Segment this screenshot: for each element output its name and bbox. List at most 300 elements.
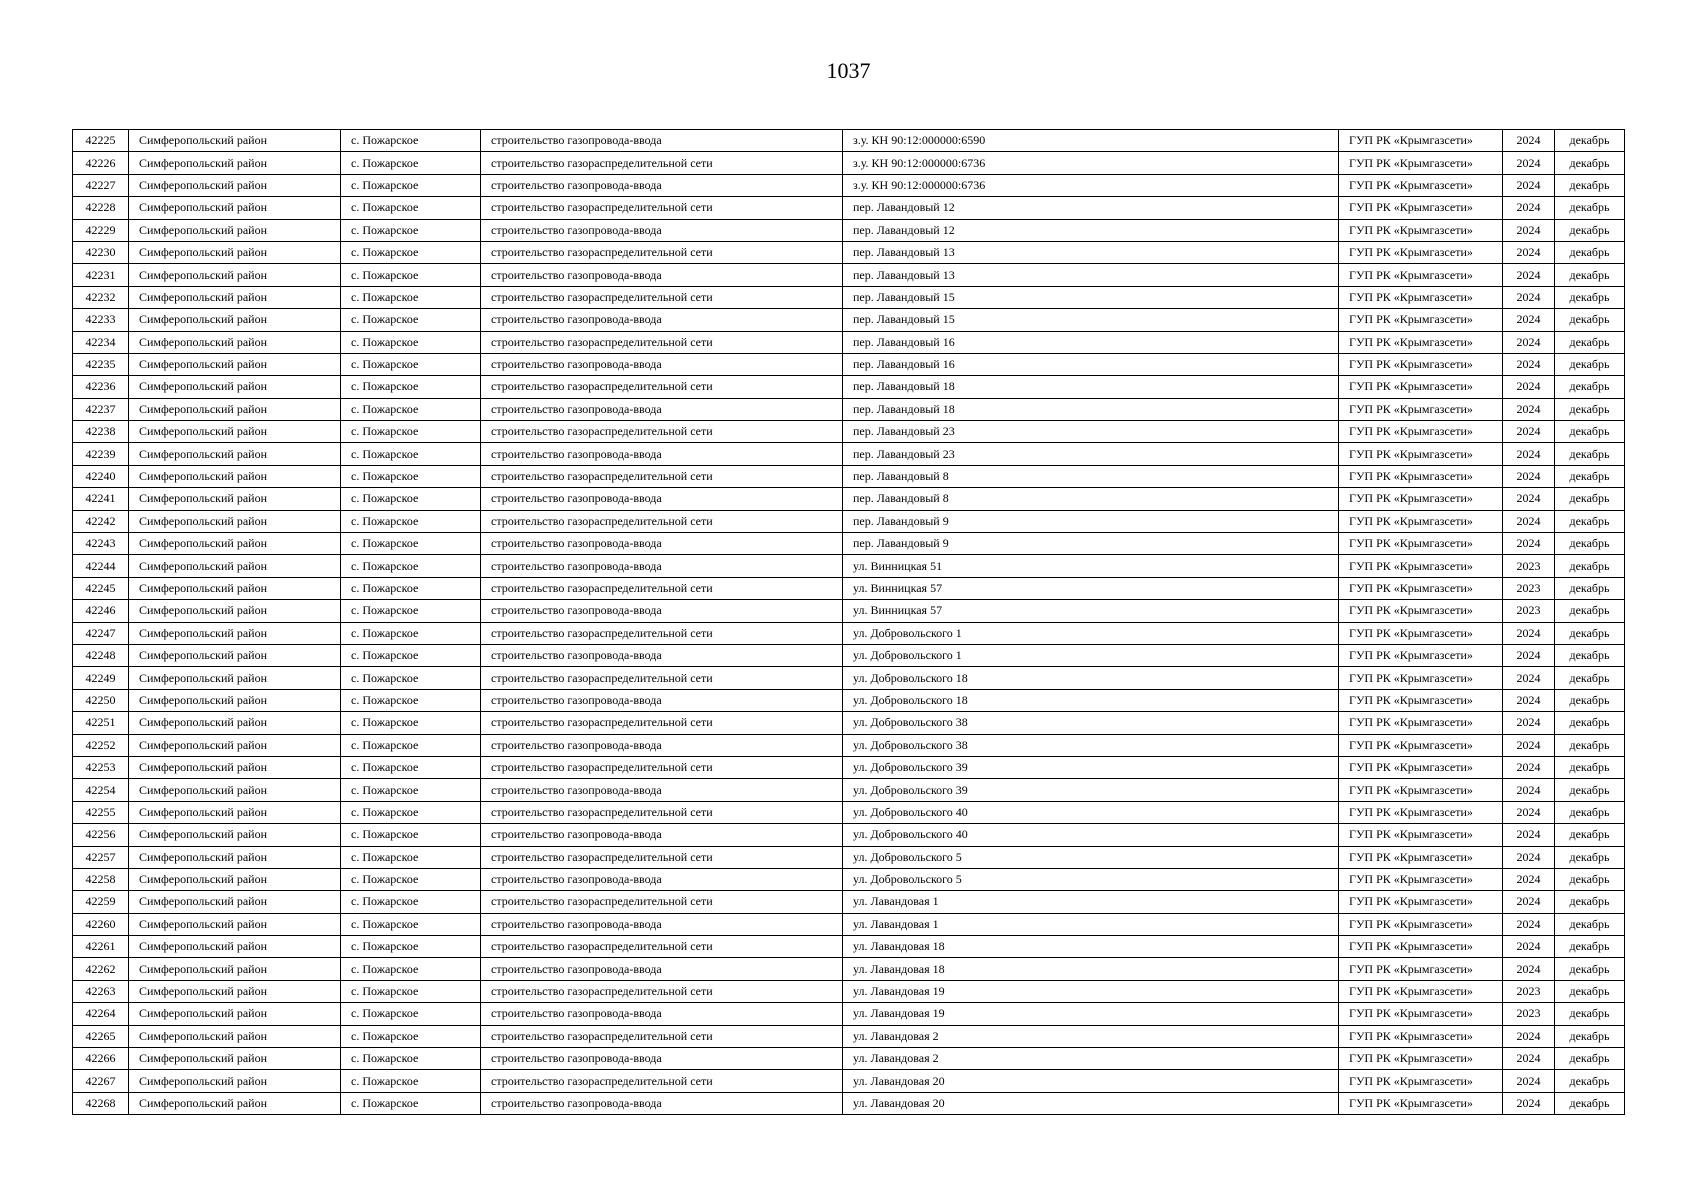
address-cell: ул. Добровольского 5 [843, 868, 1339, 890]
address-cell: ул. Лавандовая 19 [843, 980, 1339, 1002]
record-number-cell: 42240 [73, 465, 129, 487]
organization-cell: ГУП РК «Крымгазсети» [1339, 980, 1503, 1002]
record-number-cell: 42229 [73, 219, 129, 241]
settlement-cell: с. Пожарское [341, 801, 481, 823]
year-cell: 2023 [1503, 1003, 1555, 1025]
month-cell: декабрь [1555, 533, 1625, 555]
table-row [73, 913, 1625, 935]
address-cell: ул. Добровольского 18 [843, 667, 1339, 689]
month-cell: декабрь [1555, 689, 1625, 711]
district-cell: Симферопольский район [129, 1048, 341, 1070]
district-cell: Симферопольский район [129, 398, 341, 420]
year-cell: 2024 [1503, 734, 1555, 756]
table-row [73, 309, 1625, 331]
address-cell: з.у. КН 90:12:000000:6590 [843, 130, 1339, 152]
table-row [73, 488, 1625, 510]
record-number-cell: 42226 [73, 152, 129, 174]
record-number-cell: 42258 [73, 868, 129, 890]
table-row [73, 734, 1625, 756]
organization-cell: ГУП РК «Крымгазсети» [1339, 309, 1503, 331]
record-number-cell: 42250 [73, 689, 129, 711]
record-number-cell: 42233 [73, 309, 129, 331]
organization-cell: ГУП РК «Крымгазсети» [1339, 533, 1503, 555]
month-cell: декабрь [1555, 1025, 1625, 1047]
address-cell: пер. Лавандовый 16 [843, 331, 1339, 353]
work-type-cell: строительство газопровода-ввода [481, 264, 843, 286]
table-row [73, 376, 1625, 398]
table-row [73, 622, 1625, 644]
month-cell: декабрь [1555, 936, 1625, 958]
record-number-cell: 42232 [73, 286, 129, 308]
month-cell: декабрь [1555, 219, 1625, 241]
address-cell: з.у. КН 90:12:000000:6736 [843, 152, 1339, 174]
district-cell: Симферопольский район [129, 286, 341, 308]
work-type-cell: строительство газораспределительной сети [481, 510, 843, 532]
address-cell: ул. Лавандовая 19 [843, 1003, 1339, 1025]
year-cell: 2024 [1503, 421, 1555, 443]
year-cell: 2024 [1503, 353, 1555, 375]
month-cell: декабрь [1555, 241, 1625, 263]
district-cell: Симферопольский район [129, 197, 341, 219]
month-cell: декабрь [1555, 712, 1625, 734]
organization-cell: ГУП РК «Крымгазсети» [1339, 241, 1503, 263]
record-number-cell: 42231 [73, 264, 129, 286]
organization-cell: ГУП РК «Крымгазсети» [1339, 174, 1503, 196]
work-type-cell: строительство газораспределительной сети [481, 712, 843, 734]
organization-cell: ГУП РК «Крымгазсети» [1339, 286, 1503, 308]
month-cell: декабрь [1555, 779, 1625, 801]
settlement-cell: с. Пожарское [341, 577, 481, 599]
organization-cell: ГУП РК «Крымгазсети» [1339, 734, 1503, 756]
settlement-cell: с. Пожарское [341, 130, 481, 152]
work-type-cell: строительство газораспределительной сети [481, 197, 843, 219]
year-cell: 2024 [1503, 1070, 1555, 1092]
organization-cell: ГУП РК «Крымгазсети» [1339, 644, 1503, 666]
year-cell: 2023 [1503, 980, 1555, 1002]
record-number-cell: 42263 [73, 980, 129, 1002]
district-cell: Симферопольский район [129, 219, 341, 241]
table-row [73, 846, 1625, 868]
year-cell: 2024 [1503, 241, 1555, 263]
record-number-cell: 42228 [73, 197, 129, 219]
address-cell: пер. Лавандовый 13 [843, 241, 1339, 263]
address-cell: ул. Лавандовая 20 [843, 1070, 1339, 1092]
month-cell: декабрь [1555, 644, 1625, 666]
table-row [73, 1048, 1625, 1070]
month-cell: декабрь [1555, 891, 1625, 913]
record-number-cell: 42243 [73, 533, 129, 555]
district-cell: Симферопольский район [129, 376, 341, 398]
district-cell: Симферопольский район [129, 510, 341, 532]
month-cell: декабрь [1555, 756, 1625, 778]
settlement-cell: с. Пожарское [341, 421, 481, 443]
district-cell: Симферопольский район [129, 913, 341, 935]
organization-cell: ГУП РК «Крымгазсети» [1339, 667, 1503, 689]
organization-cell: ГУП РК «Крымгазсети» [1339, 600, 1503, 622]
table-row [73, 756, 1625, 778]
month-cell: декабрь [1555, 1048, 1625, 1070]
month-cell: декабрь [1555, 868, 1625, 890]
work-type-cell: строительство газопровода-ввода [481, 689, 843, 711]
work-type-cell: строительство газораспределительной сети [481, 936, 843, 958]
table-row [73, 577, 1625, 599]
work-type-cell: строительство газораспределительной сети [481, 152, 843, 174]
work-type-cell: строительство газопровода-ввода [481, 600, 843, 622]
settlement-cell: с. Пожарское [341, 1048, 481, 1070]
address-cell: пер. Лавандовый 13 [843, 264, 1339, 286]
month-cell: декабрь [1555, 622, 1625, 644]
address-cell: пер. Лавандовый 12 [843, 197, 1339, 219]
work-type-cell: строительство газораспределительной сети [481, 891, 843, 913]
settlement-cell: с. Пожарское [341, 958, 481, 980]
year-cell: 2024 [1503, 286, 1555, 308]
settlement-cell: с. Пожарское [341, 824, 481, 846]
address-cell: ул. Добровольского 1 [843, 644, 1339, 666]
organization-cell: ГУП РК «Крымгазсети» [1339, 219, 1503, 241]
work-type-cell: строительство газораспределительной сети [481, 622, 843, 644]
settlement-cell: с. Пожарское [341, 689, 481, 711]
organization-cell: ГУП РК «Крымгазсети» [1339, 689, 1503, 711]
year-cell: 2024 [1503, 174, 1555, 196]
year-cell: 2024 [1503, 1092, 1555, 1114]
record-number-cell: 42253 [73, 756, 129, 778]
table-row [73, 421, 1625, 443]
work-type-cell: строительство газораспределительной сети [481, 286, 843, 308]
month-cell: декабрь [1555, 510, 1625, 532]
table-row [73, 712, 1625, 734]
organization-cell: ГУП РК «Крымгазсети» [1339, 1092, 1503, 1114]
work-type-cell: строительство газораспределительной сети [481, 667, 843, 689]
district-cell: Симферопольский район [129, 980, 341, 1002]
record-number-cell: 42251 [73, 712, 129, 734]
table-row [73, 152, 1625, 174]
address-cell: пер. Лавандовый 8 [843, 465, 1339, 487]
month-cell: декабрь [1555, 824, 1625, 846]
settlement-cell: с. Пожарское [341, 510, 481, 532]
year-cell: 2024 [1503, 533, 1555, 555]
year-cell: 2024 [1503, 689, 1555, 711]
table-row [73, 241, 1625, 263]
settlement-cell: с. Пожарское [341, 600, 481, 622]
district-cell: Симферопольский район [129, 846, 341, 868]
work-type-cell: строительство газопровода-ввода [481, 779, 843, 801]
record-number-cell: 42255 [73, 801, 129, 823]
year-cell: 2024 [1503, 1048, 1555, 1070]
settlement-cell: с. Пожарское [341, 488, 481, 510]
table-row [73, 689, 1625, 711]
month-cell: декабрь [1555, 264, 1625, 286]
year-cell: 2024 [1503, 264, 1555, 286]
work-type-cell: строительство газопровода-ввода [481, 443, 843, 465]
settlement-cell: с. Пожарское [341, 376, 481, 398]
work-type-cell: строительство газопровода-ввода [481, 488, 843, 510]
organization-cell: ГУП РК «Крымгазсети» [1339, 779, 1503, 801]
work-type-cell: строительство газопровода-ввода [481, 1048, 843, 1070]
record-number-cell: 42262 [73, 958, 129, 980]
district-cell: Симферопольский район [129, 577, 341, 599]
month-cell: декабрь [1555, 197, 1625, 219]
district-cell: Симферопольский район [129, 644, 341, 666]
table-row [73, 958, 1625, 980]
settlement-cell: с. Пожарское [341, 331, 481, 353]
district-cell: Симферопольский район [129, 174, 341, 196]
work-type-cell: строительство газораспределительной сети [481, 421, 843, 443]
work-type-cell: строительство газопровода-ввода [481, 130, 843, 152]
district-cell: Симферопольский район [129, 936, 341, 958]
year-cell: 2024 [1503, 1025, 1555, 1047]
year-cell: 2024 [1503, 197, 1555, 219]
record-number-cell: 42246 [73, 600, 129, 622]
work-type-cell: строительство газораспределительной сети [481, 1025, 843, 1047]
month-cell: декабрь [1555, 734, 1625, 756]
table-row [73, 174, 1625, 196]
month-cell: декабрь [1555, 130, 1625, 152]
table-row [73, 197, 1625, 219]
year-cell: 2024 [1503, 622, 1555, 644]
table-row [73, 891, 1625, 913]
work-type-cell: строительство газопровода-ввода [481, 555, 843, 577]
district-cell: Симферопольский район [129, 824, 341, 846]
year-cell: 2024 [1503, 891, 1555, 913]
district-cell: Симферопольский район [129, 1003, 341, 1025]
record-number-cell: 42249 [73, 667, 129, 689]
record-number-cell: 42237 [73, 398, 129, 420]
address-cell: пер. Лавандовый 9 [843, 510, 1339, 532]
table-row [73, 1092, 1625, 1114]
record-number-cell: 42236 [73, 376, 129, 398]
organization-cell: ГУП РК «Крымгазсети» [1339, 376, 1503, 398]
year-cell: 2023 [1503, 555, 1555, 577]
month-cell: декабрь [1555, 958, 1625, 980]
registry-table [72, 129, 1625, 1115]
work-type-cell: строительство газопровода-ввода [481, 824, 843, 846]
district-cell: Симферопольский район [129, 801, 341, 823]
address-cell: ул. Лавандовая 18 [843, 958, 1339, 980]
table-row [73, 264, 1625, 286]
page-number: 1037 [826, 58, 871, 83]
settlement-cell: с. Пожарское [341, 1003, 481, 1025]
table-row [73, 980, 1625, 1002]
district-cell: Симферопольский район [129, 353, 341, 375]
district-cell: Симферопольский район [129, 667, 341, 689]
work-type-cell: строительство газораспределительной сети [481, 980, 843, 1002]
month-cell: декабрь [1555, 443, 1625, 465]
settlement-cell: с. Пожарское [341, 756, 481, 778]
month-cell: декабрь [1555, 152, 1625, 174]
settlement-cell: с. Пожарское [341, 734, 481, 756]
address-cell: ул. Добровольского 1 [843, 622, 1339, 644]
registry-body [73, 130, 1625, 1115]
month-cell: декабрь [1555, 398, 1625, 420]
year-cell: 2024 [1503, 644, 1555, 666]
settlement-cell: с. Пожарское [341, 846, 481, 868]
district-cell: Симферопольский район [129, 152, 341, 174]
organization-cell: ГУП РК «Крымгазсети» [1339, 622, 1503, 644]
address-cell: пер. Лавандовый 18 [843, 376, 1339, 398]
month-cell: декабрь [1555, 980, 1625, 1002]
record-number-cell: 42241 [73, 488, 129, 510]
year-cell: 2024 [1503, 936, 1555, 958]
table-row [73, 868, 1625, 890]
table-row [73, 600, 1625, 622]
address-cell: ул. Винницкая 57 [843, 577, 1339, 599]
organization-cell: ГУП РК «Крымгазсети» [1339, 264, 1503, 286]
work-type-cell: строительство газораспределительной сети [481, 241, 843, 263]
district-cell: Симферопольский район [129, 465, 341, 487]
organization-cell: ГУП РК «Крымгазсети» [1339, 555, 1503, 577]
work-type-cell: строительство газопровода-ввода [481, 734, 843, 756]
address-cell: ул. Добровольского 40 [843, 801, 1339, 823]
address-cell: ул. Лавандовая 2 [843, 1025, 1339, 1047]
month-cell: декабрь [1555, 1092, 1625, 1114]
settlement-cell: с. Пожарское [341, 286, 481, 308]
record-number-cell: 42248 [73, 644, 129, 666]
organization-cell: ГУП РК «Крымгазсети» [1339, 488, 1503, 510]
work-type-cell: строительство газораспределительной сети [481, 331, 843, 353]
organization-cell: ГУП РК «Крымгазсети» [1339, 868, 1503, 890]
settlement-cell: с. Пожарское [341, 644, 481, 666]
table-row [73, 533, 1625, 555]
district-cell: Симферопольский район [129, 1092, 341, 1114]
record-number-cell: 42245 [73, 577, 129, 599]
table-row [73, 465, 1625, 487]
table-row [73, 801, 1625, 823]
month-cell: декабрь [1555, 465, 1625, 487]
month-cell: декабрь [1555, 577, 1625, 599]
address-cell: ул. Добровольского 18 [843, 689, 1339, 711]
record-number-cell: 42257 [73, 846, 129, 868]
work-type-cell: строительство газопровода-ввода [481, 309, 843, 331]
settlement-cell: с. Пожарское [341, 197, 481, 219]
settlement-cell: с. Пожарское [341, 1025, 481, 1047]
month-cell: декабрь [1555, 286, 1625, 308]
settlement-cell: с. Пожарское [341, 353, 481, 375]
organization-cell: ГУП РК «Крымгазсети» [1339, 1025, 1503, 1047]
table-row [73, 555, 1625, 577]
year-cell: 2024 [1503, 443, 1555, 465]
address-cell: пер. Лавандовый 23 [843, 421, 1339, 443]
work-type-cell: строительство газопровода-ввода [481, 868, 843, 890]
district-cell: Симферопольский район [129, 891, 341, 913]
address-cell: ул. Винницкая 57 [843, 600, 1339, 622]
work-type-cell: строительство газопровода-ввода [481, 1092, 843, 1114]
work-type-cell: строительство газораспределительной сети [481, 465, 843, 487]
district-cell: Симферопольский район [129, 600, 341, 622]
address-cell: ул. Добровольского 38 [843, 734, 1339, 756]
district-cell: Симферопольский район [129, 555, 341, 577]
address-cell: пер. Лавандовый 23 [843, 443, 1339, 465]
organization-cell: ГУП РК «Крымгазсети» [1339, 398, 1503, 420]
table-row [73, 1070, 1625, 1092]
month-cell: декабрь [1555, 376, 1625, 398]
record-number-cell: 42261 [73, 936, 129, 958]
organization-cell: ГУП РК «Крымгазсети» [1339, 756, 1503, 778]
work-type-cell: строительство газораспределительной сети [481, 756, 843, 778]
year-cell: 2024 [1503, 846, 1555, 868]
work-type-cell: строительство газораспределительной сети [481, 801, 843, 823]
work-type-cell: строительство газопровода-ввода [481, 1003, 843, 1025]
record-number-cell: 42266 [73, 1048, 129, 1070]
record-number-cell: 42259 [73, 891, 129, 913]
settlement-cell: с. Пожарское [341, 398, 481, 420]
organization-cell: ГУП РК «Крымгазсети» [1339, 152, 1503, 174]
work-type-cell: строительство газораспределительной сети [481, 577, 843, 599]
record-number-cell: 42267 [73, 1070, 129, 1092]
settlement-cell: с. Пожарское [341, 533, 481, 555]
organization-cell: ГУП РК «Крымгазсети» [1339, 958, 1503, 980]
settlement-cell: с. Пожарское [341, 712, 481, 734]
month-cell: декабрь [1555, 488, 1625, 510]
district-cell: Симферопольский район [129, 689, 341, 711]
address-cell: пер. Лавандовый 8 [843, 488, 1339, 510]
table-row [73, 779, 1625, 801]
record-number-cell: 42239 [73, 443, 129, 465]
address-cell: пер. Лавандовый 18 [843, 398, 1339, 420]
work-type-cell: строительство газопровода-ввода [481, 219, 843, 241]
year-cell: 2024 [1503, 488, 1555, 510]
work-type-cell: строительство газопровода-ввода [481, 533, 843, 555]
district-cell: Симферопольский район [129, 868, 341, 890]
district-cell: Симферопольский район [129, 488, 341, 510]
organization-cell: ГУП РК «Крымгазсети» [1339, 197, 1503, 219]
work-type-cell: строительство газопровода-ввода [481, 353, 843, 375]
district-cell: Симферопольский район [129, 421, 341, 443]
settlement-cell: с. Пожарское [341, 152, 481, 174]
work-type-cell: строительство газопровода-ввода [481, 174, 843, 196]
address-cell: ул. Винницкая 51 [843, 555, 1339, 577]
table-row [73, 353, 1625, 375]
address-cell: пер. Лавандовый 15 [843, 286, 1339, 308]
year-cell: 2024 [1503, 779, 1555, 801]
record-number-cell: 42254 [73, 779, 129, 801]
settlement-cell: с. Пожарское [341, 241, 481, 263]
month-cell: декабрь [1555, 667, 1625, 689]
record-number-cell: 42252 [73, 734, 129, 756]
organization-cell: ГУП РК «Крымгазсети» [1339, 936, 1503, 958]
table-row [73, 286, 1625, 308]
organization-cell: ГУП РК «Крымгазсети» [1339, 913, 1503, 935]
month-cell: декабрь [1555, 801, 1625, 823]
year-cell: 2024 [1503, 667, 1555, 689]
settlement-cell: с. Пожарское [341, 443, 481, 465]
month-cell: декабрь [1555, 913, 1625, 935]
work-type-cell: строительство газопровода-ввода [481, 398, 843, 420]
district-cell: Симферопольский район [129, 241, 341, 263]
settlement-cell: с. Пожарское [341, 868, 481, 890]
record-number-cell: 42264 [73, 1003, 129, 1025]
settlement-cell: с. Пожарское [341, 309, 481, 331]
year-cell: 2024 [1503, 219, 1555, 241]
month-cell: декабрь [1555, 1003, 1625, 1025]
record-number-cell: 42265 [73, 1025, 129, 1047]
record-number-cell: 42235 [73, 353, 129, 375]
organization-cell: ГУП РК «Крымгазсети» [1339, 1003, 1503, 1025]
record-number-cell: 42247 [73, 622, 129, 644]
record-number-cell: 42268 [73, 1092, 129, 1114]
settlement-cell: с. Пожарское [341, 264, 481, 286]
record-number-cell: 42256 [73, 824, 129, 846]
address-cell: пер. Лавандовый 16 [843, 353, 1339, 375]
address-cell: пер. Лавандовый 15 [843, 309, 1339, 331]
year-cell: 2024 [1503, 913, 1555, 935]
district-cell: Симферопольский район [129, 309, 341, 331]
address-cell: ул. Добровольского 40 [843, 824, 1339, 846]
year-cell: 2024 [1503, 376, 1555, 398]
year-cell: 2024 [1503, 309, 1555, 331]
district-cell: Симферопольский район [129, 734, 341, 756]
organization-cell: ГУП РК «Крымгазсети» [1339, 353, 1503, 375]
month-cell: декабрь [1555, 555, 1625, 577]
